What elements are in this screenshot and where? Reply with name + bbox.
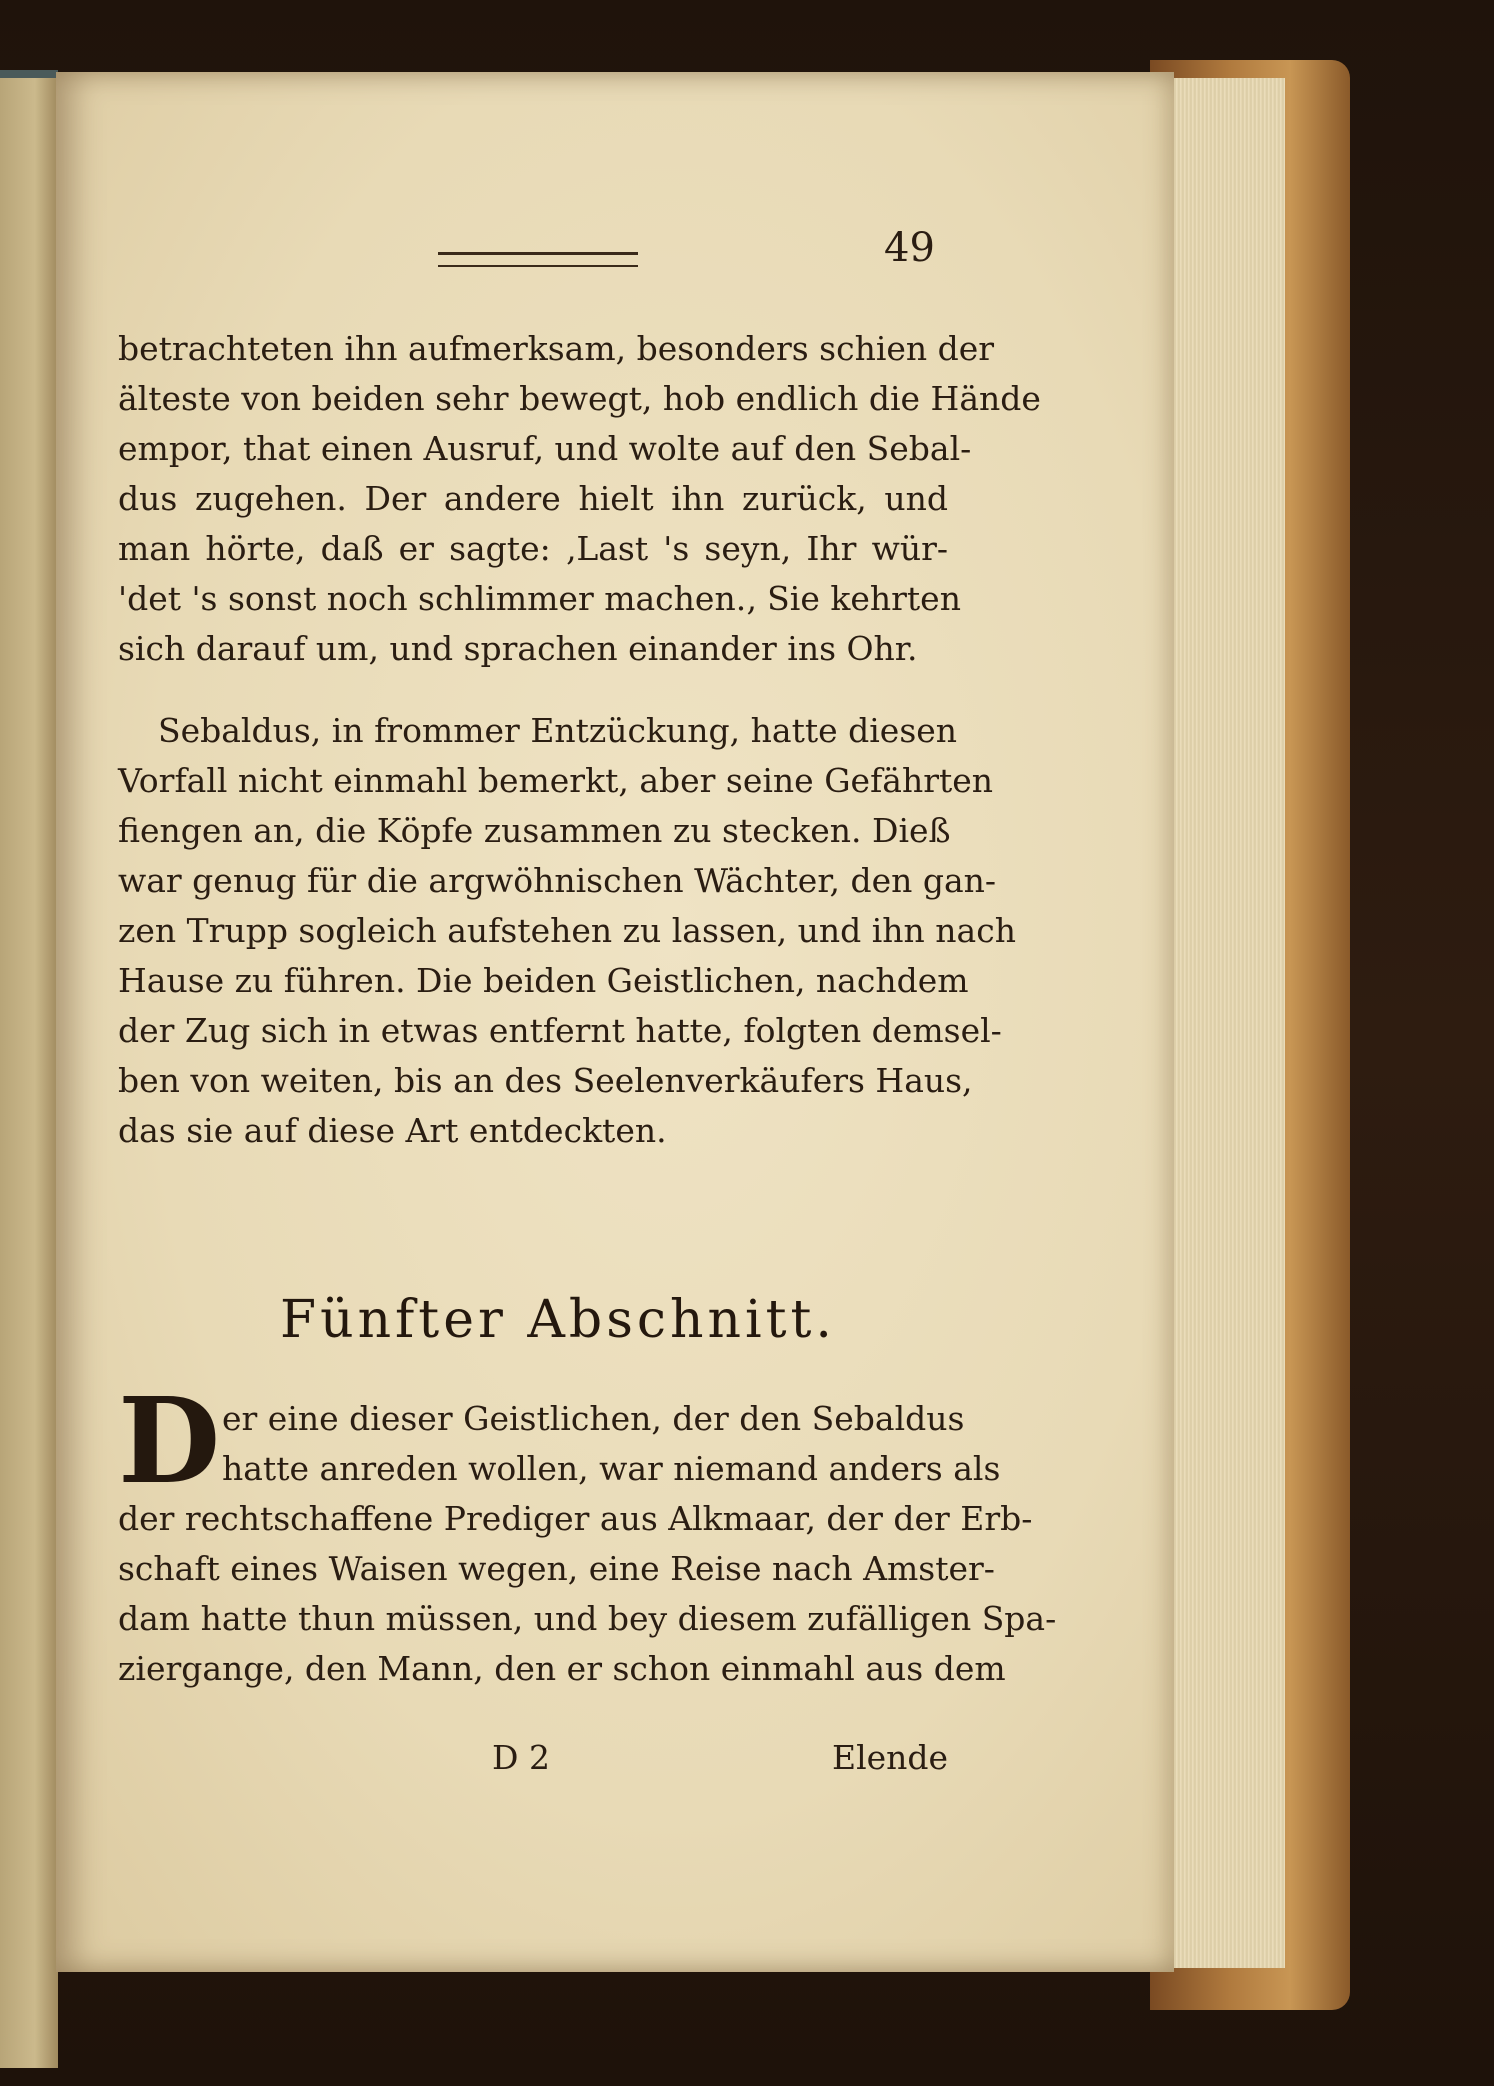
text-line: hatte anreden wollen, war niemand anders als	[222, 1449, 1001, 1488]
text-line: sich darauf um, und sprachen einander ins Ohr.	[118, 629, 918, 668]
text-line: war genug für die argwöhnischen Wächter, den gan-	[118, 861, 997, 900]
text-line: zen Trupp sogleich aufstehen zu lassen, und ihn nach	[118, 911, 1016, 950]
paragraph-1	[118, 324, 1041, 674]
text-line: Hause zu führen. Die beiden Geistlichen, nachdem	[118, 961, 969, 1000]
section-heading: Fünfter Abschnitt.	[280, 1290, 836, 1350]
text-line: man hörte, daß er sagte: ‚Last 's seyn, Ihr wür-	[118, 529, 948, 568]
text-line: das sie auf diese Art entdeckten.	[118, 1111, 667, 1150]
text-line: der rechtschaffene Prediger aus Alkmaar, der der Erb-	[118, 1499, 1033, 1538]
facing-page-edge	[0, 70, 58, 2068]
text-line: schaft eines Waisen wegen, eine Reise nach Amster-	[118, 1549, 995, 1588]
text-line: er eine dieser Geistlichen, der den Sebaldus	[222, 1399, 965, 1438]
text-line: fiengen an, die Köpfe zusammen zu stecken. Dieß	[118, 811, 951, 850]
signature-mark: D 2	[492, 1738, 550, 1777]
header-rule	[438, 252, 638, 267]
text-line: 'det 's sonst noch schlimmer machen.‚ Sie kehrten	[118, 579, 961, 618]
text-line: älteste von beiden sehr bewegt, hob endlich die Hände	[118, 379, 1041, 418]
catchword: Elende	[832, 1738, 949, 1777]
text-line: ziergange, den Mann, den er schon einmahl aus dem	[118, 1649, 1006, 1688]
drop-cap: D	[118, 1371, 221, 1510]
text-line: ben von weiten, bis an des Seelenverkäufers Haus,	[118, 1061, 973, 1100]
section-paragraph	[118, 1394, 1057, 1694]
page-number: 49	[884, 225, 935, 271]
text-line: Sebaldus, in frommer Entzückung, hatte diesen	[158, 711, 958, 750]
text-line: Vorfall nicht einmahl bemerkt, aber seine Gefährten	[118, 761, 994, 800]
text-line: empor, that einen Ausruf, und wolte auf den Sebal-	[118, 429, 972, 468]
text-line: der Zug sich in etwas entfernt hatte, folgten demsel-	[118, 1011, 1002, 1050]
text-line: dus zugehen. Der andere hielt ihn zurück, und	[118, 479, 948, 518]
text-line: dam hatte thun müssen, und bey diesem zufälligen Spa-	[118, 1599, 1057, 1638]
page-edges	[1165, 78, 1285, 1968]
text-line: betrachteten ihn aufmerksam, besonders schien der	[118, 329, 995, 368]
paragraph-2	[118, 706, 1016, 1156]
